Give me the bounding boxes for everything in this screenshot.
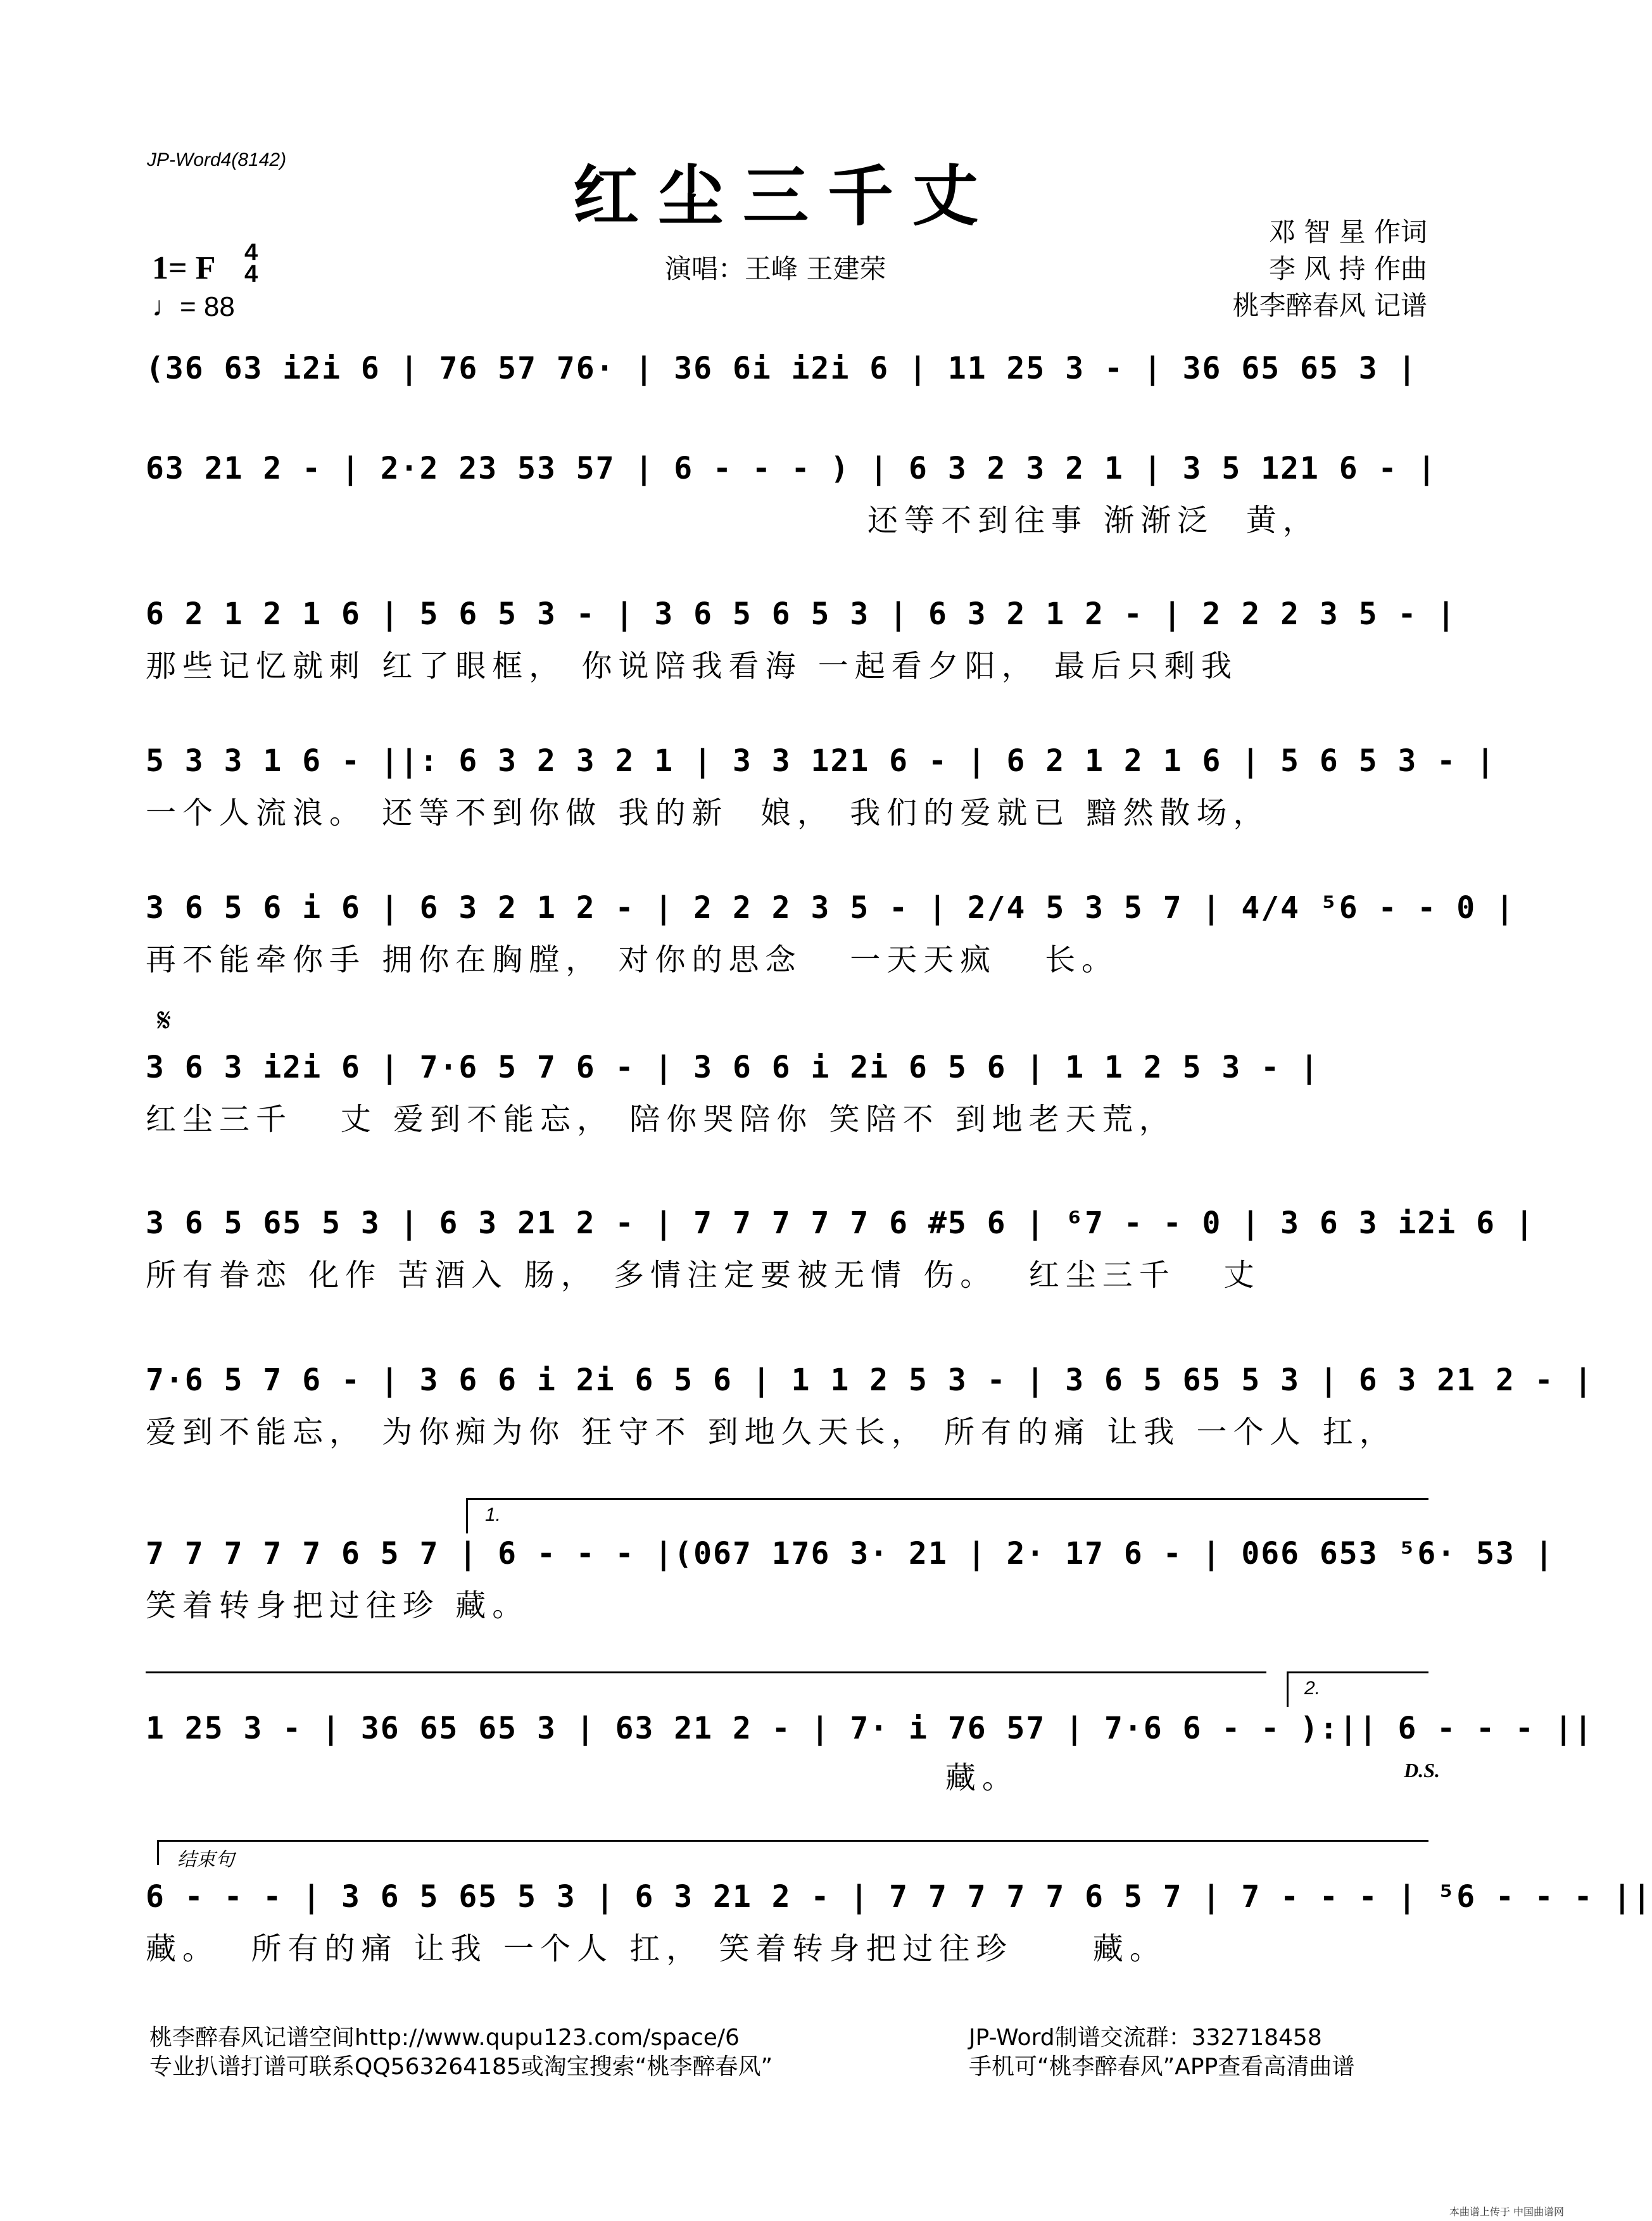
score-line-8-notes: 7·6 5 7 6 - | 3 6 6 i 2i 6 5 6 | 1 1 2 5 3 - | 3 6 5 65 5 3 | 6 3 21 2 - |: [146, 1362, 1594, 1398]
volta-1-tick: [466, 1498, 468, 1533]
meter-bottom: 4: [244, 261, 258, 287]
score-line-9-notes: 7 7 7 7 7 6 5 7 | 6 - - - |(067 176 3· 21 | 2· 17 6 - | 066 653 ⁵6· 53 |: [146, 1536, 1554, 1571]
volta-1-label: 1.: [485, 1504, 501, 1525]
footer-left-2: 专业扒谱打谱可联系QQ563264185或淘宝搜索“桃李醉春风”: [149, 2054, 773, 2080]
footer-left-1: 桃李醉春风记谱空间http://www.qupu123.com/space/6: [149, 2025, 740, 2051]
volta-2-label: 2.: [1304, 1678, 1321, 1699]
dal-segno-mark: D.S.: [1404, 1759, 1440, 1782]
score-line-4-lyrics: 一个人流浪。 还等不到你做 我的新 娘， 我们的爱就已 黯然散场，: [146, 795, 1270, 831]
footer-right-2: 手机可“桃李醉春风”APP查看高清曲谱: [969, 2054, 1355, 2080]
transcriber-credit: 桃李醉春风 记谱: [1232, 290, 1427, 321]
score-line-2-notes: 63 21 2 - | 2·2 23 53 57 | 6 - - - ) | 6 3 2 3 2 1 | 3 5 121 6 - |: [146, 451, 1437, 486]
score-line-6-lyrics: 红尘三千 丈 爱到不能忘， 陪你哭陪你 笑陪不 到地老天荒，: [146, 1102, 1176, 1137]
footer-right-1: JP-Word制谱交流群：332718458: [969, 2025, 1322, 2051]
score-line-7-notes: 3 6 5 65 5 3 | 6 3 21 2 - | 7 7 7 7 7 6 #5 6 | ⁶7 - - 0 | 3 6 3 i2i 6 |: [146, 1205, 1535, 1241]
song-title: 红尘三千丈: [572, 157, 997, 235]
volta-2-tick: [1287, 1671, 1289, 1707]
score-line-7-lyrics: 所有眷恋 化作 苦酒入 肠， 多情注定要被无情 伤。 红尘三千 丈: [146, 1257, 1261, 1293]
tempo-mark: ♩= 88: [152, 291, 235, 322]
ending-bracket: [157, 1840, 1428, 1842]
time-signature: [244, 239, 258, 287]
score-line-8-lyrics: 爱到不能忘， 为你痴为你 狂守不 到地久天长， 所有的痛 让我 一个人 扛，: [146, 1414, 1396, 1450]
score-line-11-lyrics: 藏。 所有的痛 让我 一个人 扛， 笑着转身把过往珍 藏。: [146, 1931, 1166, 1966]
software-label: JP-Word4(8142): [147, 149, 287, 170]
lyricist-credit: 邓 智 星 作词: [1268, 217, 1427, 248]
score-line-9-lyrics: 笑着转身把过往珍 藏。: [146, 1588, 529, 1623]
score-line-2-lyrics: 还等不到往事 渐渐泛 黄，: [867, 503, 1320, 538]
score-line-4-notes: 5 3 3 1 6 - ||: 6 3 2 3 2 1 | 3 3 121 6 - | 6 2 1 2 1 6 | 5 6 5 3 - |: [146, 743, 1496, 779]
score-line-5-lyrics: 再不能牵你手 拥你在胸膛， 对你的思念 一天天疯 长。: [146, 942, 1119, 978]
score-line-10-lyrics: 藏。: [146, 1760, 1019, 1796]
segno-sign: 𝄋: [157, 1002, 172, 1040]
score-line-5-notes: 3 6 5 6 i 6 | 6 3 2 1 2 - | 2 2 2 3 5 - | 2/4 5 3 5 7 | 4/4 ⁵6 - - 0 |: [146, 890, 1515, 926]
volta-2-bracket: [1287, 1671, 1428, 1673]
ending-label: 结束句: [177, 1849, 234, 1870]
singer-credit: 演唱：王峰 王建荣: [665, 253, 886, 284]
repeat-span-line: [146, 1671, 1266, 1673]
score-line-11-notes: 6 - - - | 3 6 5 65 5 3 | 6 3 21 2 - | 7 7 7 7 7 6 5 7 | 7 - - - | ⁵6 - - - ||: [146, 1879, 1652, 1915]
score-line-6-notes: 3 6 3 i2i 6 | 7·6 5 7 6 - | 3 6 6 i 2i 6 5 6 | 1 1 2 5 3 - |: [146, 1050, 1320, 1085]
score-line-10-notes: 1 25 3 - | 36 65 65 3 | 63 21 2 - | 7· i 76 57 | 7·6 6 - - ):|| 6 - - - ||: [146, 1711, 1594, 1746]
volta-1-bracket: [466, 1498, 1428, 1500]
key-signature: 1= F: [152, 250, 216, 286]
score-line-3-notes: 6 2 1 2 1 6 | 5 6 5 3 - | 3 6 5 6 5 3 | 6 3 2 1 2 - | 2 2 2 3 5 - |: [146, 596, 1457, 632]
score-line-1-notes: (36 63 i2i 6 | 76 57 76· | 36 6i i2i 6 | 11 25 3 - | 36 65 65 3 |: [146, 351, 1418, 386]
score-line-3-lyrics: 那些记忆就刺 红了眼框， 你说陪我看海 一起看夕阳， 最后只剩我: [146, 648, 1239, 684]
ending-tick: [157, 1840, 159, 1865]
meter-top: 4: [244, 239, 258, 266]
upload-stamp: 本曲谱上传于 中国曲谱网: [1449, 2206, 1564, 2218]
composer-credit: 李 风 持 作曲: [1268, 253, 1427, 284]
